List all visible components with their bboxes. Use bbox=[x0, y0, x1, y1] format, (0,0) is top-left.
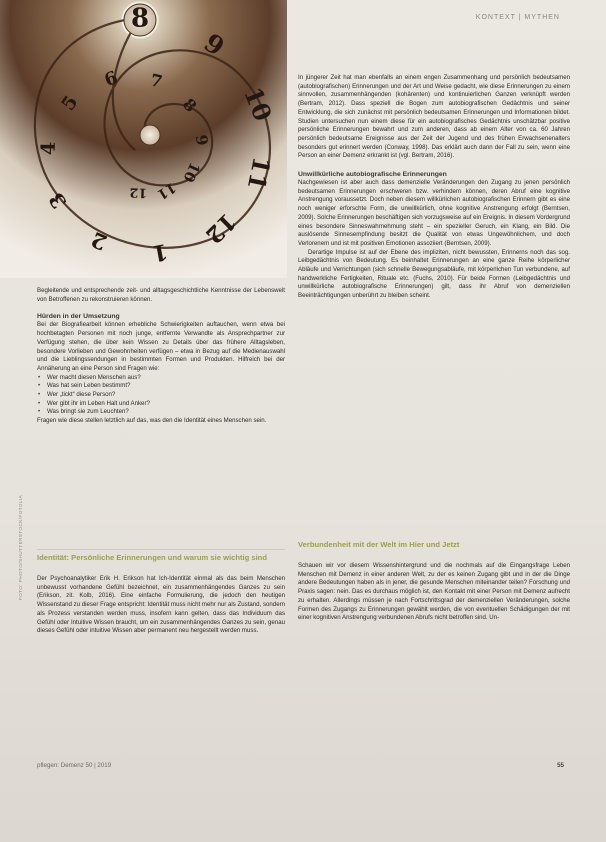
heading-connected: Verbundenheit mit der Welt im Hier und Jetzt bbox=[298, 540, 460, 549]
clock-numeral: 10 bbox=[179, 159, 204, 185]
photo-credit: FOTO: PHOTO/SHUTTERSTOCK/FOTOLIA bbox=[18, 494, 23, 600]
spiral-clock-photo bbox=[0, 0, 287, 278]
right-column bbox=[298, 74, 570, 301]
section-divider bbox=[37, 549, 285, 550]
question-item: • Was hat sein Leben bestimmt? bbox=[37, 382, 285, 391]
clock-numeral: 5 bbox=[57, 92, 83, 115]
intro-paragraph: Begleitende und entsprechende zeit- und alltagsgeschichtliche Kenntnisse der Lebenswelt von Betroffenen zu rekonstruieren können. bbox=[37, 287, 285, 303]
implementation-paragraph: Bei der Biografiearbeit können erhebliche Schwierigkeiten auftauchen, wenn etwa bei hochbetagten Personen mit noch junge, entfernte Verwandte als Ansprechpartner zur Verfügung stehen, die über kein Wissen zu Details über das frühere Alltagsleben, besondere Vorlieben und Gewohnheiten verfügen – etwa in Bezug auf die Medienauswahl und die Lieblingssendungen in bestimmten Formen und Produkten. Hilfreich bei der Annäherung an eine Person sind Fragen wie: bbox=[37, 321, 285, 372]
clock-numeral: 9 bbox=[198, 27, 231, 62]
heading-implementation: Hürden in der Umsetzung bbox=[37, 313, 120, 321]
question-item: • Wer macht diesen Menschen aus? bbox=[37, 374, 285, 383]
clock-numeral: 8 bbox=[130, 3, 150, 34]
clock-numeral: 1 bbox=[150, 238, 170, 267]
clock-numeral: 4 bbox=[36, 141, 60, 156]
right-top-paragraph: In jüngerer Zeit hat man ebenfalls an einem engen Zusammenhang und persönlich bedeutsamen (autobiografischen) Erinnerungen und der Art und Weise gedacht, wie diese Erinnerungen zu einem sinnvollen, zusammenhängenden (kohärenten) und kontinuierlichen Ganzen verknüpft werden (Bertram, 2012). Dass speziell die Bogen zum autobiografischen Gedächtnis und seiner Entwicklung, die sich zunächst mit persönlich bedeutsamen Erinnerungen und Informationen bildet. Studien untersuchen nun einem diese für ein autobiografisches Gedächtnis unschätzbar positive persönliche Erinnerungen bewahrt und zum anderen, dass ab einem Alter von ca. 60 Jahren persönlich bedeutsame Ereignisse aus der Zeit der Jugend und des frühen Erwachsenenalters besonders gut erinnert werden (Conway, 1998). Das erklärt auch dann der Fall zu sein, wenn eine Person an einer Demenz erkrankt ist (vgl. Bertram, 2016). bbox=[298, 74, 570, 160]
question-item: • Wer „tickt“ diese Person? bbox=[37, 391, 285, 400]
clock-numeral: 7 bbox=[148, 69, 165, 92]
after-questions-paragraph: Fragen wie diese stellen letztlich auf das, was den die Identität eines Menschen sein. bbox=[37, 417, 267, 425]
clock-numeral: 6 bbox=[101, 67, 121, 92]
clock-numeral: 3 bbox=[43, 188, 72, 213]
involuntary-paragraph: Nachgewiesen ist aber auch dass demenzielle Veränderungen den Zugang zu jenen persönlich bedeutsamen Erinnerungen erschweren bzw. verhindern können, deren Abruf eine kognitive Anstrengung voraussetzt. Doch neben diesem willkürlichen autobiografischen Erinnern gibt es eine noch weniger erforschte Form, die unwillkürlich, ohne kognitive Anstrengung erfolgt (Berntsen, 2009). Solche Erinnerungen beschäftigen sich vorzugsweise auf ein Ereignis. In diesem Vordergrund eines besondere Sinneswahrnehmung steht – ein spezieller Geruch, ein Klang, ein Bild. Die auslösende Sinnesempfindung besitzt die Qualität von etwas Ungewöhnlichem, und doch Verlorenem und ist mit positiven Emotionen assoziiert (Berntsen, 2009). bbox=[298, 179, 571, 247]
journal-footer: pflegen: Demenz 50 | 2019 bbox=[37, 762, 112, 769]
clock-numeral: 10 bbox=[238, 82, 278, 126]
page-number: 55 bbox=[557, 762, 564, 769]
clock-numeral: 2 bbox=[87, 226, 111, 256]
connected-paragraph: Schauen wir vor diesem Wissenshintergrund und die nochmals auf die Eingangsfrage Leben Menschen mit Demenz in einer anderen Welt, zu der es keinen Zugang gibt und in der die Dinge andere Bedeutungen haben als in jener, die gesunde Menschen miteinander teilen? Forschung und Praxis sagen: nein. Das es durchaus möglich ist, den Kontakt mit einer Person mit Demenz aufrecht zu erhalten. Allerdings müssen je nach Fortschrittsgrad der demenziellen Veränderungen, solche Formen des Zugangs zu Erinnerungen gewählt werden, die von eventuellen Schädigungen der mit einer kognitiven Anstrengung verbundenen Abrufs nicht betroffen sind. Un- bbox=[298, 562, 570, 622]
question-item: • Wer gibt ihr im Leben Halt und Anker? bbox=[37, 400, 285, 409]
left-column bbox=[37, 287, 285, 426]
clock-numeral: 8 bbox=[178, 94, 201, 116]
clock-numeral: 9 bbox=[191, 133, 212, 147]
question-item: • Was bringt sie zum Leuchten? bbox=[37, 408, 285, 417]
involuntary-paragraph-2: Derartige Impulse ist auf der Ebene des impliziten, nicht bewussten, Erinnerns noch das sog. Leibgedächtnis von Bedeutung. Es beinhaltet Erinnerungen an eine ganze Reihe körperlicher Abläufe und Verrichtungen (sich schnelle Bewegungsabläufe, mit körperlichen Tun verbundene, auf handwerkliche Fertigkeiten, Rituale etc. (Fuchs, 2010). Für beide Formen (Leibgedächtnis und unwillkürliche autobiografische Erinnerungen) gilt, dass ihr Abruf von demenziellen Beeinträchtigungen unberührt zu bleiben scheint. bbox=[298, 248, 570, 300]
heading-involuntary: Unwillkürliche autobiografische Erinnerungen bbox=[298, 171, 447, 179]
clock-numeral: 11 bbox=[241, 154, 276, 193]
spiral-clock-illustration bbox=[0, 0, 287, 278]
heading-identity: Identität: Persönliche Erinnerungen und warum sie wichtig sind bbox=[37, 553, 267, 562]
clock-numeral: 12 bbox=[129, 184, 148, 200]
identity-section bbox=[37, 553, 285, 636]
clock-numeral: 12 bbox=[199, 207, 241, 249]
question-list bbox=[37, 374, 285, 418]
section-kicker: KONTEXT | MYTHEN bbox=[475, 14, 560, 21]
clock-numeral: 11 bbox=[154, 178, 179, 203]
connected-section bbox=[298, 540, 570, 623]
identity-paragraph: Der Psychoanalytiker Erik H. Erikson hat Ich-Identität einmal als das beim Menschen unbewusst vorhandene Gefühl bezeichnet, ein zusammenhängendes Ganzes zu sein (Erikson, zit. Kolb, 2016). Eine einfache Formulierung, die jedoch den heutigen Wissenstand zu dieser Frage entspricht: Identität muss nicht mehr nur als Zustand, sondern als Prozess verstanden werden muss, insofern kann gelten, dass das Individuum das Gefühl oder Intuitive Wissen braucht, um ein zusammenhängendes Ganzes zu sein, genau dieses Gefühl oder intuitive Wissen aber permanent neu hergestellt werden muss. bbox=[37, 575, 285, 635]
